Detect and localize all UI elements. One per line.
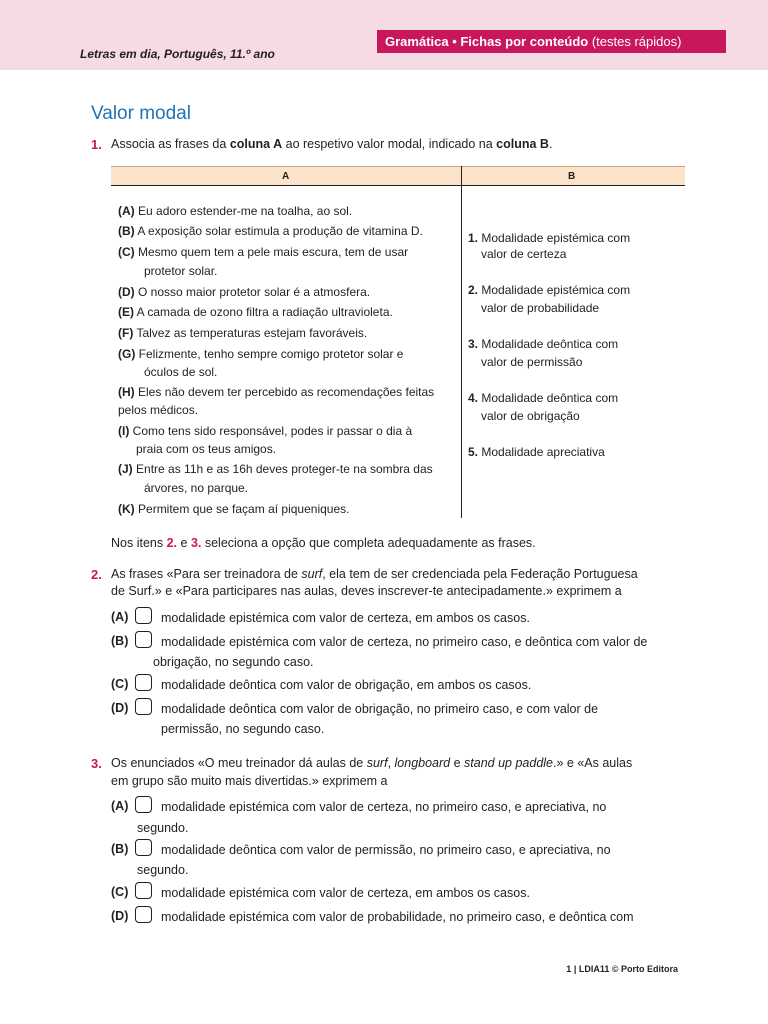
- option-label: (C): [111, 677, 129, 691]
- question-1-text: [111, 136, 552, 152]
- q3-option-a-checkbox[interactable]: [135, 796, 152, 813]
- column-a-item: [118, 202, 352, 222]
- column-a-item-text: A camada de ozono filtra a radiação ultravioleta.: [136, 305, 393, 319]
- q3-text-italic: surf: [366, 756, 388, 770]
- option-text: modalidade epistémica com valor de probabilidade, no primeiro caso, e deôntica com: [161, 910, 634, 924]
- column-a-item-label: (C): [118, 245, 135, 259]
- column-a-item-text: Felizmente, tenho sempre comigo protetor solar e: [138, 347, 404, 361]
- q3-option-b-checkbox[interactable]: [135, 839, 152, 856]
- column-a-item: [118, 324, 367, 344]
- q1-col-a-label: coluna A: [229, 137, 283, 151]
- option-label: (A): [111, 610, 129, 624]
- column-a-item: [118, 460, 433, 480]
- question-1-number: 1.: [91, 137, 102, 152]
- column-a-item-text: Mesmo quem tem a pele mais escura, tem de usar: [138, 245, 409, 259]
- q3-text-italic: longboard: [394, 756, 451, 770]
- column-b-item: [468, 389, 618, 409]
- footer-separator: |: [571, 964, 579, 974]
- q3-option-c-checkbox[interactable]: [135, 882, 152, 899]
- column-a-item: [118, 345, 403, 365]
- question-3-number: 3.: [91, 756, 102, 771]
- instruction-post: seleciona a opção que completa adequadamente as frases.: [201, 536, 536, 550]
- instruction-mid: e: [177, 536, 191, 550]
- q3-text: .» e «As aulas: [553, 756, 633, 770]
- q3-option-d-checkbox[interactable]: [135, 906, 152, 923]
- option-label: (B): [111, 634, 129, 648]
- column-b-item-continuation: valor de obrigação: [481, 409, 580, 423]
- column-b-header: B: [568, 171, 576, 182]
- column-a-item-label: (B): [118, 224, 135, 238]
- column-b-item-label: 2.: [468, 283, 479, 297]
- q3-text: Os enunciados «O meu treinador dá aulas de: [111, 756, 367, 770]
- column-a-item-text: A exposição solar estimula a produção de vitamina D.: [137, 224, 423, 238]
- column-b-item-continuation: valor de permissão: [481, 355, 583, 369]
- column-a-item-text: Eles não devem ter percebido as recomendações feitas: [138, 385, 435, 399]
- q2-option-a-checkbox[interactable]: [135, 607, 152, 624]
- page-number: 1: [566, 964, 572, 974]
- q2-text-italic: surf: [301, 567, 323, 581]
- q3-text: ,: [387, 756, 395, 770]
- footer-code: LDIA11 © Porto Editora: [578, 964, 678, 974]
- option-text: modalidade deôntica com valor de permissão, no primeiro caso, e apreciativa, no: [161, 843, 611, 857]
- column-a-item: [118, 243, 408, 263]
- column-b-item-label: 4.: [468, 391, 479, 405]
- option-text: modalidade epistémica com valor de certeza, no primeiro caso, e deôntica com valor de: [161, 635, 648, 649]
- instruction-pre: Nos itens: [111, 536, 167, 550]
- column-a-item: [118, 500, 349, 520]
- option-text-continuation: permissão, no segundo caso.: [161, 722, 325, 736]
- column-b-item: [468, 335, 618, 355]
- option-label: (D): [111, 701, 129, 715]
- column-b-item: [468, 443, 605, 463]
- table-header: [111, 166, 685, 186]
- section-tag-normal: (testes rápidos): [588, 34, 682, 49]
- q2-option-b-checkbox[interactable]: [135, 631, 152, 648]
- question-3-text-line-1: [111, 755, 632, 771]
- q3-text-italic: stand up paddle: [464, 756, 553, 770]
- column-a-item-label: (H): [118, 385, 135, 399]
- column-a-item-label: (I): [118, 424, 130, 438]
- question-2-text-line-2: de Surf.» e «Para participares nas aulas, deves inscrever-te antecipadamente.» exprimem a: [111, 584, 622, 598]
- footer: [566, 964, 678, 974]
- option-text: modalidade deôntica com valor de obrigação, em ambos os casos.: [161, 678, 532, 692]
- column-a-item-text: O nosso maior protetor solar é a atmosfera.: [138, 285, 371, 299]
- column-a-item-continuation: pelos médicos.: [118, 403, 199, 417]
- column-a-item: [118, 222, 423, 242]
- column-a-item-text: Como tens sido responsável, podes ir passar o dia à: [132, 424, 413, 438]
- column-a-item-label: (E): [118, 305, 134, 319]
- column-b-item-label: 5.: [468, 445, 479, 459]
- column-a-item-label: (G): [118, 347, 136, 361]
- column-a-item-text: Talvez as temperaturas estejam favoráveis.: [136, 326, 368, 340]
- column-b-item-continuation: valor de probabilidade: [481, 301, 600, 315]
- column-a-item: [118, 303, 393, 323]
- question-2-text-line-1: [111, 566, 638, 582]
- column-b-item-text: Modalidade deôntica com: [481, 391, 619, 405]
- column-a-header: A: [282, 171, 290, 182]
- q1-mid: ao respetivo valor modal, indicado na: [282, 137, 497, 151]
- column-a-item-continuation: árvores, no parque.: [144, 481, 249, 495]
- option-text: modalidade epistémica com valor de certeza, em ambos os casos.: [161, 611, 530, 625]
- instruction-text: [111, 535, 536, 551]
- column-a-item-label: (K): [118, 502, 135, 516]
- column-b-item: [468, 281, 630, 301]
- section-tag: [377, 30, 726, 53]
- q2-option-c-checkbox[interactable]: [135, 674, 152, 691]
- column-a-item: [118, 422, 412, 442]
- column-a-item-label: (D): [118, 285, 135, 299]
- column-a-item: [118, 283, 370, 303]
- option-text-continuation: obrigação, no segundo caso.: [153, 655, 314, 669]
- option-text-continuation: segundo.: [137, 821, 189, 835]
- column-a-item-continuation: óculos de sol.: [144, 365, 218, 379]
- question-3-text-line-2: em grupo são muito mais divertidas.» exprimem a: [111, 774, 388, 788]
- q2-text: As frases «Para ser treinadora de: [111, 567, 302, 581]
- column-b-item-text: Modalidade epistémica com: [481, 283, 631, 297]
- option-text: modalidade epistémica com valor de certeza, no primeiro caso, e apreciativa, no: [161, 800, 607, 814]
- column-a-item-continuation: praia com os teus amigos.: [136, 442, 277, 456]
- q1-end: .: [548, 137, 553, 151]
- option-text-continuation: segundo.: [137, 863, 189, 877]
- column-a-item-text: Permitem que se façam aí piqueniques.: [138, 502, 350, 516]
- question-2-number: 2.: [91, 567, 102, 582]
- page-title: Valor modal: [91, 103, 191, 124]
- column-b-item-continuation: valor de certeza: [481, 247, 567, 261]
- option-label: (B): [111, 842, 129, 856]
- option-label: (A): [111, 799, 129, 813]
- column-a-item-label: (A): [118, 204, 135, 218]
- book-title: Letras em dia, Português, 11.º ano: [80, 47, 275, 61]
- option-label: (D): [111, 909, 129, 923]
- instruction-item-2: 2.: [166, 536, 178, 550]
- option-text: modalidade deôntica com valor de obrigação, no primeiro caso, e com valor de: [161, 702, 599, 716]
- column-b-item-text: Modalidade apreciativa: [481, 445, 605, 459]
- column-a-item-label: (F): [118, 326, 134, 340]
- column-b-item-text: Modalidade epistémica com: [481, 231, 631, 245]
- column-a-item-text: Eu adoro estender-me na toalha, ao sol.: [138, 204, 353, 218]
- q2-text: , ela tem de ser credenciada pela Federação Portuguesa: [322, 567, 638, 581]
- column-a-item-continuation: protetor solar.: [144, 264, 218, 278]
- column-a-item: [118, 383, 434, 403]
- q3-text: e: [450, 756, 465, 770]
- column-b-item-label: 3.: [468, 337, 479, 351]
- column-divider: [461, 166, 462, 518]
- column-b-item-label: 1.: [468, 231, 479, 245]
- column-a-item-text: Entre as 11h e as 16h deves proteger-te na sombra das: [136, 462, 433, 476]
- q1-pre: Associa as frases da: [111, 137, 230, 151]
- option-label: (C): [111, 885, 129, 899]
- column-b-item-text: Modalidade deôntica com: [481, 337, 619, 351]
- q2-option-d-checkbox[interactable]: [135, 698, 152, 715]
- section-tag-bold: Gramática • Fichas por conteúdo: [385, 34, 589, 49]
- instruction-item-3: 3.: [190, 536, 202, 550]
- column-a-item-label: (J): [118, 462, 133, 476]
- q1-col-b-label: coluna B: [496, 137, 549, 151]
- option-text: modalidade epistémica com valor de certeza, em ambos os casos.: [161, 886, 530, 900]
